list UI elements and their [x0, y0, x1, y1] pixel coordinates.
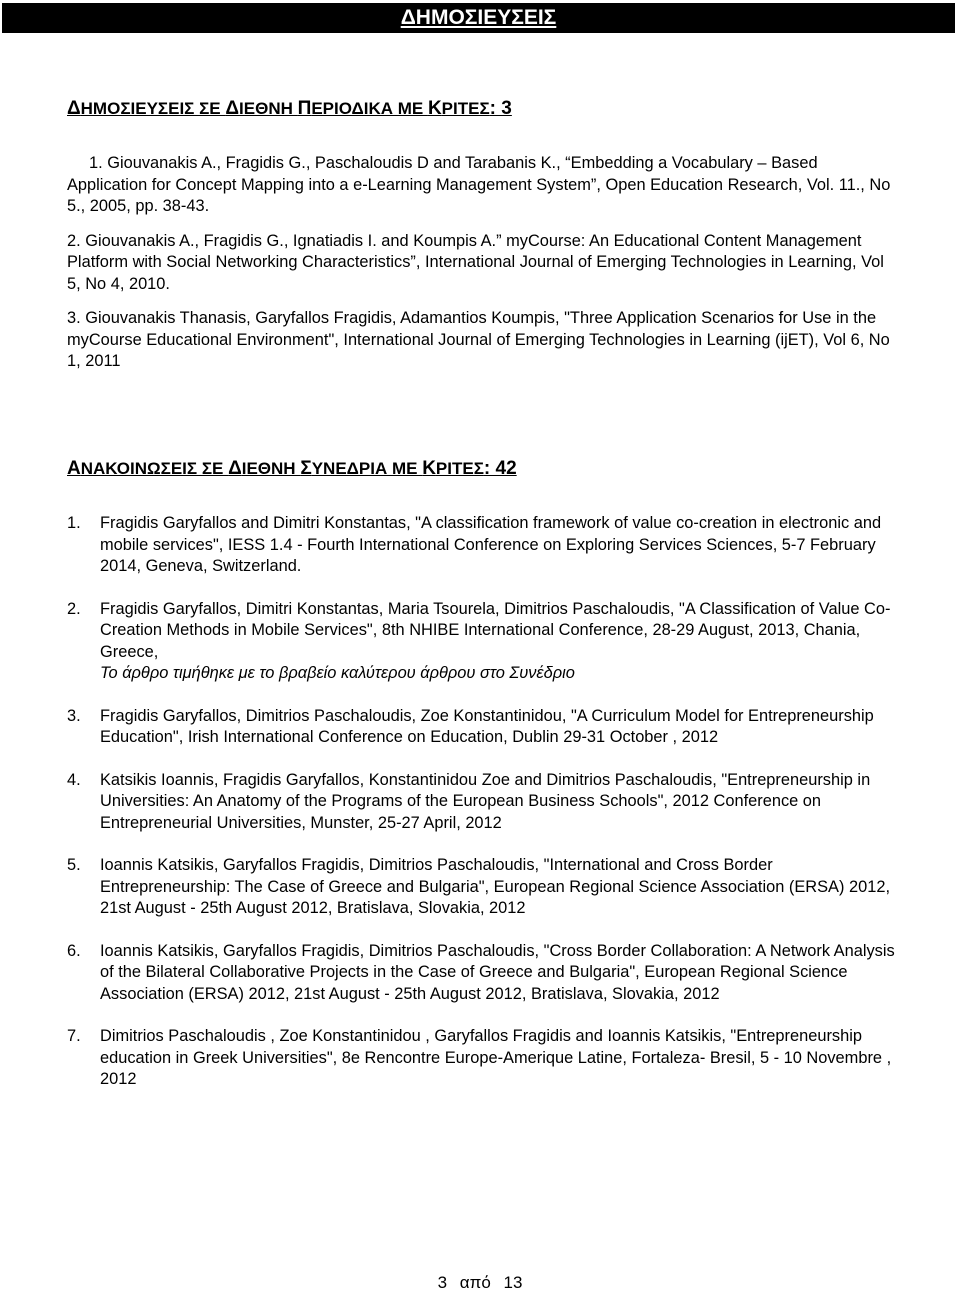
award-note: Το άρθρο τιμήθηκε με το βραβείο καλύτερου άρθρου στο Συνέδριο [100, 664, 575, 682]
conference-entry [67, 1026, 907, 1091]
heading-text: ΥΝΕΔΡΙΑ ΜΕ [311, 459, 423, 478]
conference-entry [67, 513, 907, 578]
conferences-heading [67, 458, 517, 480]
conference-text: Fragidis Garyfallos and Dimitri Konstantas, "A classification framework of value co-creation in electronic and mobile services", IESS 1.4 - Fourth International Conference on Exploring Services Sciences, 5-7 February 2014, Geneva, Switzerland. [100, 514, 882, 575]
page-total: 13 [503, 1273, 523, 1292]
page-number: 3 [437, 1273, 448, 1292]
heading-cap: Δ [228, 458, 242, 479]
page-title: ΔΗΜΟΣΙΕΥΣΕΙΣ [400, 6, 557, 29]
conference-number: 5. [67, 856, 81, 874]
heading-cap: Δ [225, 98, 240, 119]
heading-cap: Π [297, 98, 312, 119]
heading-count: : 3 [489, 98, 512, 119]
conference-entry [67, 855, 907, 920]
conference-number: 2. [67, 599, 81, 618]
heading-text: ΙΕΘΝΗ [241, 459, 301, 478]
heading-text: ΡΙΤΕΣ [441, 99, 490, 118]
conference-number: 4. [67, 770, 81, 789]
conference-number: 3. [67, 706, 81, 725]
journals-heading [67, 98, 512, 120]
heading-cap: Α [67, 458, 81, 479]
heading-text: ΗΜΟΣΙΕΥΣΕΙΣ ΣΕ [80, 99, 226, 118]
heading-text: ΝΑΚΟΙΝΩΣΕΙΣ ΣΕ [80, 459, 229, 478]
heading-cap: Σ [300, 458, 312, 479]
conference-entry [67, 770, 907, 835]
conference-entry [67, 599, 907, 685]
conference-text: Katsikis Ioannis, Fragidis Garyfallos, Konstantinidou Zoe and Dimitrios Paschaloudis, "Entrepreneurship in Universities: An Anatomy of the Programs of the European Business Schools", 2012 Conference on Entrepreneurial Universities, Munster, 25-27 April, 2012 [100, 770, 871, 832]
conference-number: 6. [67, 941, 81, 960]
conference-text-wrap [100, 599, 907, 685]
conference-entry [67, 941, 907, 1006]
conference-text: Ioannis Katsikis, Garyfallos Fragidis, Dimitrios Paschaloudis, "International and Cross Border Entrepreneurship: The Case of Greece and Bulgaria", European Regional Science Association (ERSA) 2012, 21st August - 25th August 2012, Bratislava, Slovakia, 2012 [100, 856, 890, 917]
conference-text: Fragidis Garyfallos, Dimitri Konstantas, Maria Tsourela, Dimitrios Paschaloudis, "A Classification of Value Co-Creation Methods in Mobile Services", 8th NHIBE International Conference, 28-29 August, 2013, Chania, Greece, [100, 599, 891, 661]
heading-text: ΕΡΙΟΔΙΚΑ ΜΕ [311, 99, 428, 118]
page-separator: από [459, 1273, 491, 1292]
heading-text: ΡΙΤΕΣ [435, 459, 484, 478]
journals-list [67, 153, 897, 386]
conference-entry [67, 706, 907, 749]
heading-cap: Κ [422, 458, 436, 479]
heading-count: : 42 [483, 458, 517, 479]
journal-entry: 1. Giouvanakis A., Fragidis G., Paschaloudis D and Tarabanis K., “Embedding a Vocabulary – Based Application for Concept Mapping into a e-Learning Management System”, Open Education Research, Vol. 11., No 5., 2005, pp. 38-43. [67, 154, 891, 215]
conference-number: 1. [67, 514, 81, 532]
heading-cap: Δ [67, 98, 81, 119]
conference-number: 7. [67, 1027, 81, 1045]
conference-text: Ioannis Katsikis, Garyfallos Fragidis, Dimitrios Paschaloudis, "Cross Border Collaboration: A Network Analysis of the Bilateral Collaborative Projects in the Case of Greece and Bulgaria", European Regional Science Association (ERSA) 2012, 21st August - 25th August 2012, Bratislava, Slovakia, 2012 [100, 941, 895, 1003]
conference-text: Dimitrios Paschaloudis , Zoe Konstantinidou , Garyfallos Fragidis and Ioannis Katsikis, "Entrepreneurship education in Greek Universities", 8e Rencontre Europe-Amerique Latine, Fortaleza- Bresil, 5 - 10 Novembre , 2012 [100, 1027, 892, 1088]
journal-entry: 3. Giouvanakis Thanasis, Garyfallos Fragidis, Adamantios Koumpis, "Three Application Scenarios for Use in the myCourse Educational Environment", International Journal of Emerging Technologies in Learning (ijET), Vol 6, No 1, 2011 [67, 309, 890, 370]
page-footer [0, 1273, 960, 1293]
conferences-list [67, 513, 907, 1091]
journal-entry: 2. Giouvanakis A., Fragidis G., Ignatiadis I. and Koumpis A.” myCourse: An Educational Content Management Platform with Social Networking Characteristics”, International Journal of Emerging Technologies in Learning, Vol 5, No 4, 2010. [67, 231, 884, 293]
heading-text: ΙΕΘΝΗ [239, 99, 298, 118]
page-title-bar [2, 3, 955, 33]
conference-text: Fragidis Garyfallos, Dimitrios Paschaloudis, Zoe Konstantinidou, "A Curriculum Model for Entrepreneurship Education", Irish International Conference on Education, Dublin 29-31 October , 2012 [100, 706, 874, 746]
heading-cap: Κ [427, 98, 442, 119]
